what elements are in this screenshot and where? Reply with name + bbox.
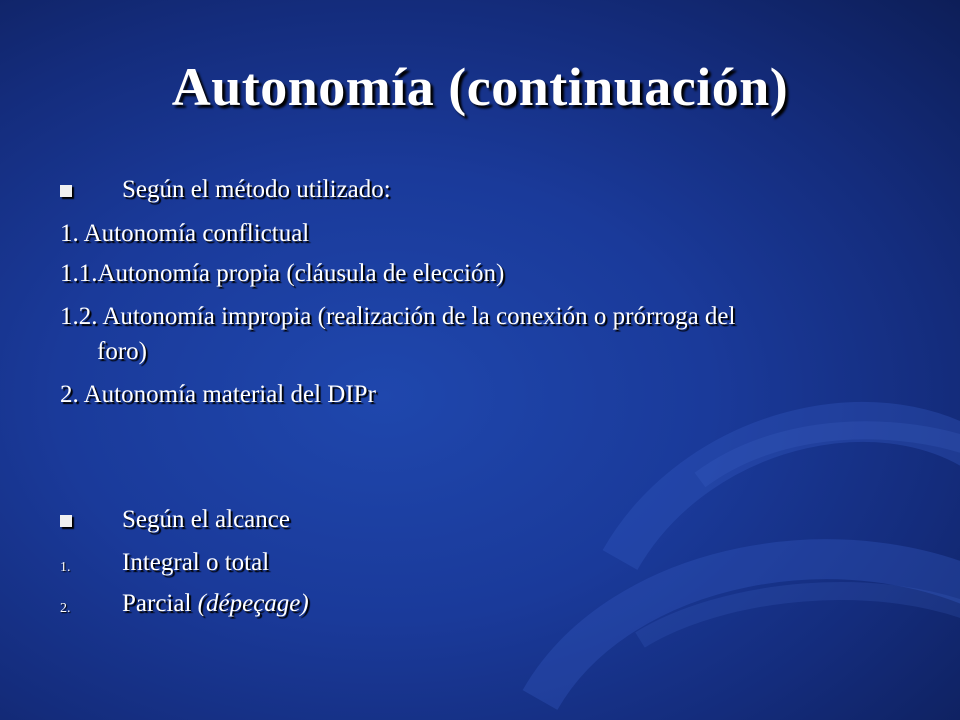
- list-item-number: 2.: [60, 601, 71, 616]
- section2-item-2: [122, 589, 309, 619]
- section1-item-1: 1. Autonomía conflictual: [60, 220, 310, 247]
- section1-heading: Según el método utilizado:: [122, 176, 391, 203]
- section2-item-2-text: Parcial: [122, 590, 198, 617]
- section2-heading: Según el alcance: [122, 506, 290, 533]
- section1-item-2: 1.1.Autonomía propia (cláusula de elección): [60, 260, 505, 287]
- slide-title: Autonomía (continuación): [171, 57, 789, 117]
- square-bullet-icon: [60, 185, 72, 197]
- square-bullet-icon: [60, 515, 72, 527]
- list-item-number: 1.: [60, 560, 71, 575]
- section2-item-1: [122, 548, 269, 578]
- section2-item-1-text: Integral o total: [122, 549, 270, 576]
- section1-item-3-continuation: foro): [97, 338, 147, 365]
- section2-item-2-note: (dépeçage): [197, 590, 309, 617]
- section1-item-3: 1.2. Autonomía impropia (realización de la conexión o prórroga del: [60, 303, 736, 330]
- section1-item-4: 2. Autonomía material del DIPr: [60, 381, 376, 408]
